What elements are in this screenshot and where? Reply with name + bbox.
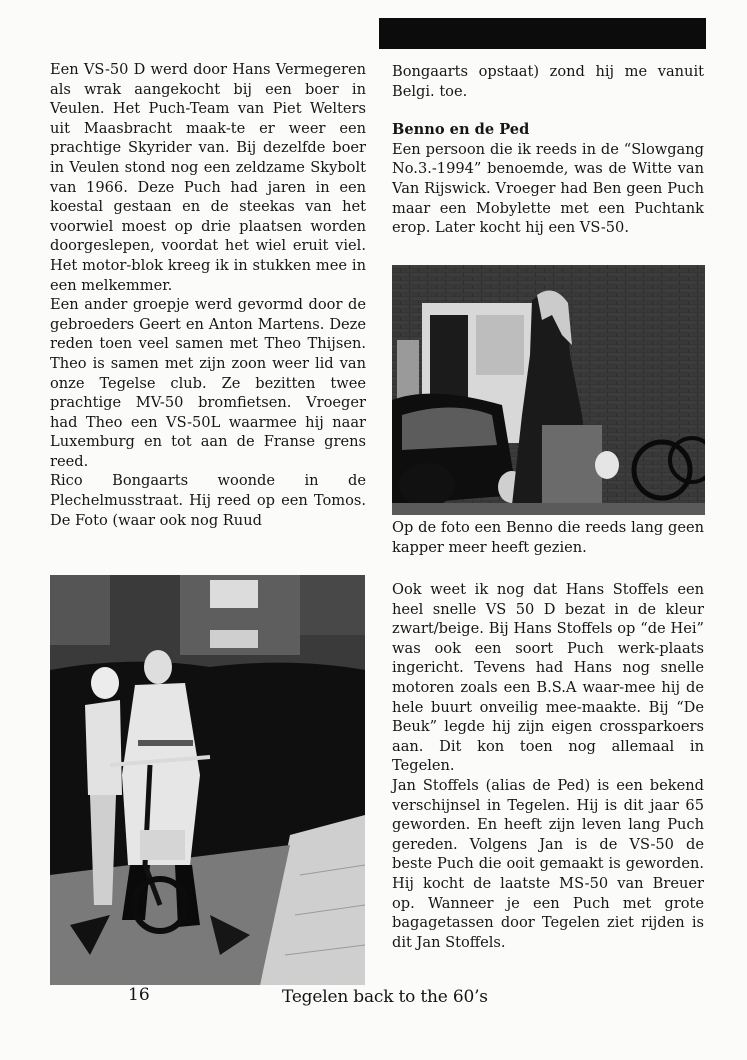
photo-bongaarts [50, 575, 365, 985]
header-black-bar [379, 18, 706, 49]
paragraph-rico-bongaarts: Rico Bongaarts woonde in de Plechelmusstraat. Hij reed op een Tomos. De Foto (waar ook nog Ruud [50, 472, 366, 529]
paragraph-benno: Een persoon die ik reeds in de “Slowgang No.3.-1994” benoemde, was de Witte van Van Rijswick. Vroeger had Ben geen Puch maar een Mobylette met een Puchtank erop. Later kocht hij een VS-50. [392, 140, 704, 237]
footer-title: Tegelen back to the 60’s [282, 987, 488, 1007]
paragraph-continuation: Bongaarts opstaat) zond hij me vanuit Belgi. toe. [392, 63, 704, 100]
photo-benno [392, 265, 705, 515]
paragraph-jan-stoffels: Jan Stoffels (alias de Ped) is een bekend verschijnsel in Tegelen. Hij is dit jaar 65 geworden. En heeft zijn leven lang Puch gereden. Volgens Jan is de VS-50 de beste Puch die ooit gemaakt is geworden. Hij kocht de laatste MS-50 van Breuer op. Wanneer je een Puch met grote bagagetassen door Tegelen ziet rijden is dit Jan Stoffels. [392, 776, 704, 951]
left-column-text [50, 60, 366, 530]
paragraph-martens: Een ander groepje werd gevormd door de gebroeders Geert en Anton Martens. Deze reden toen veel samen met Theo Thijsen. Theo is samen met zijn zoon weer lid van onze Tegelse club. Ze bezitten twee prachtige MV-50 bromfietsen. Vroeger had Theo een VS-50L waarmee hij naar Luxemburg en tot aan de Franse grens reed. [50, 296, 366, 470]
photo-caption-benno: Op de foto een Benno die reeds lang geen kapper meer heeft gezien. [392, 519, 704, 556]
paragraph-vs50-wrak: Een VS-50 D werd door Hans Vermegeren als wrak aangekocht bij een boer in Veulen. Het Puch-Team van Piet Welters uit Maasbracht maak-te er weer een prachtige Skyrider van. Bij dezelfde boer in Veulen stond nog een zeldzame Skybolt van 1966. Deze Puch had jaren in een koestal gestaan en de steekas van het voorwiel moest op drie plaatsen worden doorgeslepen, voordat het wiel eruit viel. Het motor-blok kreeg ik in stukken mee in een melkemmer. [50, 61, 366, 294]
page-number: 16 [128, 985, 150, 1005]
right-column-top-text [392, 62, 704, 238]
section-heading-benno: Benno en de Ped [392, 121, 530, 139]
paragraph-hans-stoffels: Ook weet ik nog dat Hans Stoffels een heel snelle VS 50 D bezat in de kleur zwart/beige. Bij Hans Stoffels op “de Hei” was ook een soort Puch werk-plaats ingericht. Tevens had Hans nog snelle motoren zoals een B.S.A waar-mee hij de hele buurt onveilig mee-maakte. Bij “De Beuk” legde hij zijn eigen crossparkoers aan. Dit kon toen nog allemaal in Tegelen. [392, 581, 704, 775]
right-column-bottom-text [392, 580, 704, 952]
